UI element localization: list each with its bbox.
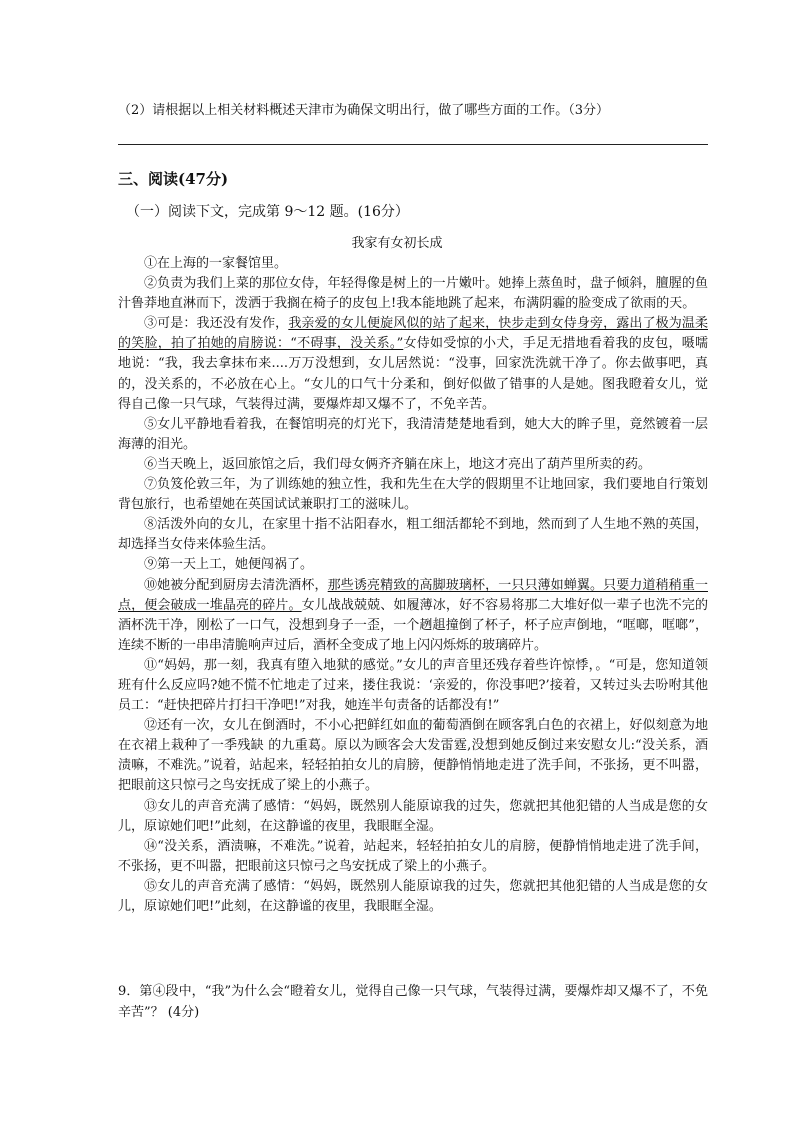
paragraph-number: ⑨ (144, 557, 158, 573)
article-paragraph (118, 314, 708, 414)
paragraph-text: “妈妈，那一刻，我真有堕入地狱的感觉。”女儿的声音里还残存着些许惊悸，。“可是，您知道领班有什么反应吗?她不慌不忙地走了过来，搂住我说：‘亲爱的，你没事吧?’接着，又转过头去吩咐其他员工：“赶快把碎片打扫干净吧!”对我，她连半句责备的话都没有!” (118, 657, 708, 714)
paragraph-text: 第一天上工，她便闯祸了。 (157, 557, 314, 573)
section-heading: 三、阅读(47分) (118, 170, 229, 188)
paragraph-text: “没关系，酒渍嘛，不难洗。”说着，站起来，轻轻拍拍女儿的肩膀，便静悄悄地走进了洗手间，不张扬，更不叫嚣，把眼前这只惊弓之鸟安抚成了梁上的小燕子。 (118, 838, 708, 874)
paragraph-text: 女儿平静地看着我，在餐馆明亮的灯光下，我清清楚楚地看到，她大大的眸子里，竟然镀着一层海薄的泪光。 (118, 416, 708, 452)
paragraph-number: ③ (144, 316, 158, 332)
article-paragraph (118, 576, 708, 656)
article-paragraph (118, 475, 708, 515)
article-paragraph (118, 274, 708, 314)
article-paragraph (118, 797, 708, 837)
underlined-sentence: 那些诱亮精致的高脚玻璃杯，一只只薄如蝉翼。只要力道稍稍重一点，便会破成一堆晶亮的碎片。 (118, 577, 708, 613)
paragraph-number: ⑮ (144, 878, 158, 894)
article-paragraph (118, 837, 708, 877)
paragraph-number: ⑬ (144, 798, 158, 814)
paragraph-text: 可是：我还没有发作， (157, 316, 289, 332)
article-paragraph (118, 656, 708, 716)
article-title: 我家有女初长成 (351, 236, 443, 251)
article-paragraph (118, 254, 708, 274)
paragraph-text: 女儿的声音充满了感情：“妈妈，既然别人能原谅我的过失，您就把其他犯错的人当成是您的女儿，原谅她们吧!”此刻，在这静谧的夜里，我眼眶全湿。 (118, 878, 708, 914)
answer-line (118, 144, 708, 145)
paragraph-text: 她被分配到厨房去清洗酒杯， (157, 577, 328, 593)
paragraph-number: ① (144, 256, 158, 271)
paragraph-text: 女儿的声音充满了感情：“妈妈，既然别人能原谅我的过失，您就把其他犯错的人当成是您的女儿，原谅她们吧!”此刻，在这静谧的夜里，我眼眶全湿。 (118, 798, 708, 834)
paragraph-text: 负笈伦敦三年，为了训练她的独立性，我和先生在大学的假期里不让地回家，我们要地自行策划背包旅行，也希望她在英国试试兼职打工的滋味儿。 (118, 477, 708, 513)
reading-instruction: （一）阅读下文，完成第 9～12 题。(16分） (126, 204, 409, 220)
paragraph-text: 当天晚上，返回旅馆之后，我们母女俩齐齐躺在床上，地这才亮出了葫芦里所卖的药。 (157, 456, 652, 472)
paragraph-text: 女儿战战兢兢、如履薄冰，好不容易将那二大堆好似一辈子也洗不完的酒杯洗干净，刚松了一口气，没想到身子一歪，一个趔趄撞倒了杯子，杯子应声倒地，“哐啷，哐啷”，连续不断的一串串清脆响声过后，酒杯全变成了地上闪闪烁烁的玻璃碎片。 (118, 597, 708, 653)
question-2-prompt: （2）请根据以上相关材料概述天津市为确保文明出行，做了哪些方面的工作。（3分） (118, 103, 610, 118)
underlined-sentence: 我亲爱的女儿便旋风似的站了起来，快步走到女侍身旁，露出了极为温柔的笑脸，拍了拍她的肩膀说：“不碍事，没关系。” (118, 316, 708, 352)
question-9: 9．第④段中，“我”为什么会“瞪着女儿，觉得自己像一只气球，气装得过满，要爆炸却又爆不了，不免辛苦”？ (4分) (118, 984, 708, 1020)
paragraph-number: ⑩ (144, 577, 158, 593)
paragraph-number: ⑫ (144, 718, 158, 734)
paragraph-text: 还有一次，女儿在倒酒时，不小心把鲜红如血的葡萄酒倒在顾客乳白色的衣裙上，好似刻意为地在衣裙上栽种了一季残缺 的九重葛。原以为顾客会大发雷霆,没想到她反倒过来安慰女儿:“没关系，酒渍嘛，不难洗。”说着，站起来，轻轻拍拍女儿的肩膀，便静悄悄地走进了洗手间，不张扬，更不叫嚣，把眼前这只惊弓之鸟安抚成了梁上的小燕子。 (118, 718, 708, 794)
article-paragraph (118, 555, 708, 575)
paragraph-text: 负责为我们上菜的那位女侍，年轻得像是树上的一片嫩叶。她捧上蒸鱼时，盘子倾斜，膻腥的鱼汁鲁莽地直淋而下，泼洒于我搁在椅子的皮包上!我本能地跳了起来，布满阴霾的脸变成了欲雨的天。 (118, 276, 708, 312)
article-paragraph (118, 877, 708, 917)
paragraph-number: ⑤ (144, 416, 158, 432)
article-body (118, 254, 708, 917)
paragraph-number: ⑦ (144, 477, 158, 493)
paragraph-text: 女侍如受惊的小犬，手足无措地看着我的皮包，嗫嚅地说：“我，我去拿抹布来....万万没想到，女儿居然说：“没事，回家洗洗就干净了。你去做事吧，真的，没关系的，不必放在心上。“女儿的口气十分柔和，倒好似做了错事的人是她。图我瞪着女儿，觉得自己像一只气球，气装得过满，要爆炸却又爆不了，不免辛苦。 (118, 336, 708, 412)
paragraph-text: 活泼外向的女儿，在家里十指不沾阳春水，粗工细活都轮不到地，然而到了人生地不熟的英国，却选择当女侍来体验生活。 (118, 517, 708, 553)
article-paragraph (118, 455, 708, 475)
article-paragraph (118, 716, 708, 796)
article-paragraph (118, 415, 708, 455)
paragraph-number: ⑪ (144, 657, 158, 673)
paragraph-number: ⑥ (144, 456, 158, 472)
paragraph-number: ⑧ (144, 517, 158, 533)
paragraph-number: ⑭ (144, 838, 158, 854)
paragraph-number: ② (144, 276, 158, 292)
paragraph-text: 在上海的一家餐馆里。 (157, 256, 288, 271)
article-paragraph (118, 515, 708, 555)
